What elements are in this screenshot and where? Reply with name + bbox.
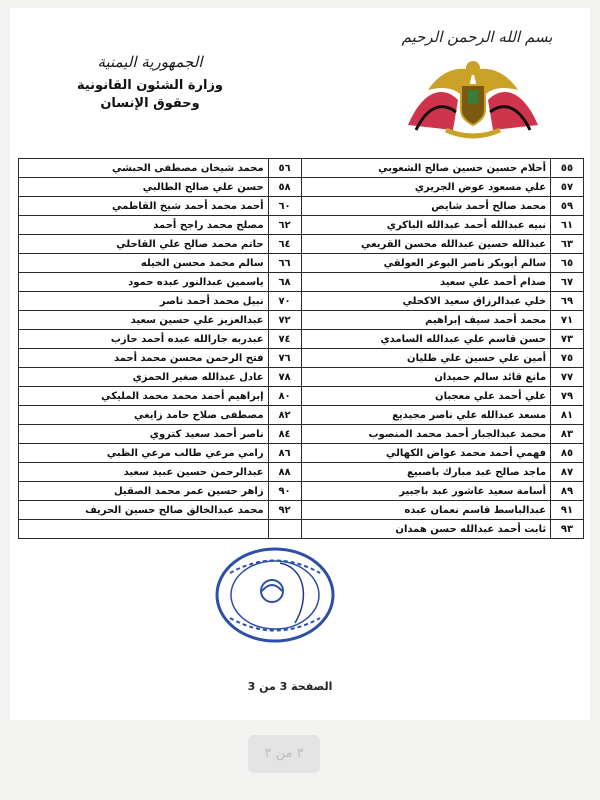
row-number: ٧٦ xyxy=(268,349,301,368)
row-number: ٦٣ xyxy=(551,235,584,254)
table-row xyxy=(19,406,584,425)
person-name: مانع قائد سالم حميدان xyxy=(301,368,551,387)
row-number: ٥٦ xyxy=(268,159,301,178)
names-table xyxy=(18,158,584,539)
letterhead xyxy=(50,53,250,113)
row-number xyxy=(268,520,301,539)
row-number: ٨٧ xyxy=(551,463,584,482)
person-name: زاهر حسين عمر محمد الصقيل xyxy=(19,482,269,501)
ministry-name xyxy=(50,77,250,113)
person-name: فتح الرحمن محسن محمد أحمد xyxy=(19,349,269,368)
row-number: ٦٤ xyxy=(268,235,301,254)
row-number: ٦٠ xyxy=(268,197,301,216)
page-number: الصفحة 3 من 3 xyxy=(247,680,333,693)
row-number: ٥٥ xyxy=(551,159,584,178)
person-name: صدام أحمد علي سعيد xyxy=(301,273,551,292)
row-number: ٦٥ xyxy=(551,254,584,273)
person-name: محمد صالح أحمد شايص xyxy=(301,197,551,216)
row-number: ٦٩ xyxy=(551,292,584,311)
table-row xyxy=(19,197,584,216)
person-name: أسامة سعيد عاشور عبد باجبير xyxy=(301,482,551,501)
yemen-emblem-icon xyxy=(398,30,548,150)
person-name: فهمي أحمد محمد عواض الكهالي xyxy=(301,444,551,463)
row-number: ٨٣ xyxy=(551,425,584,444)
table-row xyxy=(19,178,584,197)
bismillah-text: بسم الله الرحمن الرحيم xyxy=(401,28,553,46)
row-number: ٦٨ xyxy=(268,273,301,292)
row-number: ٨٥ xyxy=(551,444,584,463)
row-number: ٧٨ xyxy=(268,368,301,387)
person-name: عبدالله حسين عبدالله محسن القريعي xyxy=(301,235,551,254)
row-number: ٨٠ xyxy=(268,387,301,406)
person-name: إبراهيم أحمد محمد محمد المليكي xyxy=(19,387,269,406)
table-row xyxy=(19,349,584,368)
row-number: ٧٤ xyxy=(268,330,301,349)
official-stamp-icon xyxy=(210,543,340,648)
table-row xyxy=(19,254,584,273)
person-name: ناصر أحمد سعيد كتروي xyxy=(19,425,269,444)
ministry-line-2: وحقوق الإنسان xyxy=(100,96,200,111)
table-row xyxy=(19,368,584,387)
person-name: أحلام حسين حسين صالح الشعوبي xyxy=(301,159,551,178)
person-name: عادل عبدالله صغير الحمزي xyxy=(19,368,269,387)
person-name: أمين علي حسين علي طليان xyxy=(301,349,551,368)
table-row xyxy=(19,463,584,482)
person-name: أحمد محمد أحمد شيخ القاطمي xyxy=(19,197,269,216)
row-number: ٥٧ xyxy=(551,178,584,197)
person-name: خلي عبدالرزاق سعيد الاكحلي xyxy=(301,292,551,311)
person-name: حاتم محمد صالح علي القاحلي xyxy=(19,235,269,254)
person-name: مصلح محمد راجح أحمد xyxy=(19,216,269,235)
row-number: ٥٨ xyxy=(268,178,301,197)
person-name: ماجد صالح عبد مبارك باصبيع xyxy=(301,463,551,482)
row-number: ٩٠ xyxy=(268,482,301,501)
person-name: رامي مرعي طالب مرعي الظبي xyxy=(19,444,269,463)
row-number: ٦٦ xyxy=(268,254,301,273)
person-name xyxy=(19,520,269,539)
table-row xyxy=(19,425,584,444)
row-number: ٧٩ xyxy=(551,387,584,406)
row-number: ٦١ xyxy=(551,216,584,235)
person-name: محمد أحمد سيف إبراهيم xyxy=(301,311,551,330)
person-name: عبدالرحمن حسين عبيد سعيد xyxy=(19,463,269,482)
person-name: حسن قاسم علي عبدالله السامدي xyxy=(301,330,551,349)
row-number: ٧٠ xyxy=(268,292,301,311)
row-number: ٩٣ xyxy=(551,520,584,539)
row-number: ٨٨ xyxy=(268,463,301,482)
page-indicator-watermark: ٣ من ٣ xyxy=(248,735,320,773)
row-number: ٧٢ xyxy=(268,311,301,330)
person-name: ياسمين عبدالنور عبده حمود xyxy=(19,273,269,292)
person-name: علي أحمد علي معجبان xyxy=(301,387,551,406)
person-name: سالم أبوبكر ناصر البوعر العولقي xyxy=(301,254,551,273)
table-row xyxy=(19,311,584,330)
row-number: ٨٤ xyxy=(268,425,301,444)
row-number: ٦٢ xyxy=(268,216,301,235)
table-row xyxy=(19,216,584,235)
table-row xyxy=(19,520,584,539)
republic-name: الجمهورية اليمنية xyxy=(97,53,203,71)
person-name: محمد شيخان مصطفى الحبشي xyxy=(19,159,269,178)
person-name: مسعد عبدالله علي ناصر مجيديع xyxy=(301,406,551,425)
table-row xyxy=(19,159,584,178)
row-number: ٧٧ xyxy=(551,368,584,387)
row-number: ٧٥ xyxy=(551,349,584,368)
person-name: سالم محمد محسن الخيله xyxy=(19,254,269,273)
person-name: مصطفى صلاح حامد زايغي xyxy=(19,406,269,425)
table-row xyxy=(19,235,584,254)
table-row xyxy=(19,501,584,520)
person-name: علي مسعود عوض الجريري xyxy=(301,178,551,197)
person-name: نبيه عبدالله أحمد عبدالله الباكري xyxy=(301,216,551,235)
person-name: عبدربه جارالله عبده أحمد حازب xyxy=(19,330,269,349)
row-number: ٨٩ xyxy=(551,482,584,501)
document-page xyxy=(10,8,590,720)
row-number: ٥٩ xyxy=(551,197,584,216)
table-row xyxy=(19,330,584,349)
ministry-line-1: وزارة الشئون القانونية xyxy=(76,78,224,93)
table-row xyxy=(19,292,584,311)
row-number: ٧١ xyxy=(551,311,584,330)
table-row xyxy=(19,387,584,406)
person-name: نبيل محمد أحمد ناصر xyxy=(19,292,269,311)
row-number: ٩٢ xyxy=(268,501,301,520)
table-row xyxy=(19,482,584,501)
person-name: عبدالعزيز علي حسين سعيد xyxy=(19,311,269,330)
person-name: ثابت أحمد عبدالله حسن همدان xyxy=(301,520,551,539)
row-number: ٩١ xyxy=(551,501,584,520)
row-number: ٦٧ xyxy=(551,273,584,292)
person-name: محمد عبدالجبار أحمد محمد المنصوب xyxy=(301,425,551,444)
table-row xyxy=(19,444,584,463)
person-name: عبدالباسط قاسم نعمان عبده xyxy=(301,501,551,520)
row-number: ٧٣ xyxy=(551,330,584,349)
row-number: ٨٦ xyxy=(268,444,301,463)
row-number: ٨١ xyxy=(551,406,584,425)
person-name: محمد عبدالخالق صالح حسين الحريف xyxy=(19,501,269,520)
person-name: حسن علي صالح الطالبي xyxy=(19,178,269,197)
row-number: ٨٢ xyxy=(268,406,301,425)
table-row xyxy=(19,273,584,292)
